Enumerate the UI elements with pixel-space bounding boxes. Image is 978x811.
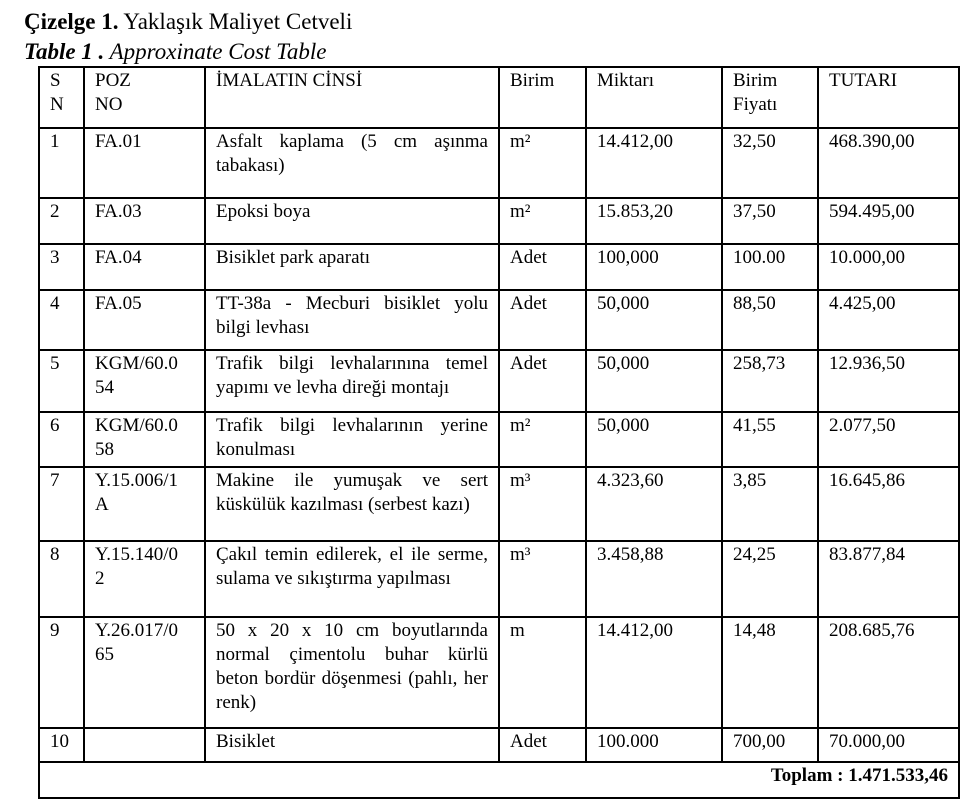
cell-poz-no <box>84 412 205 467</box>
poz-line: FA.04 <box>95 247 142 268</box>
cell-birim-fiyat: 41,55 <box>722 412 818 467</box>
cell-birim: m³ <box>499 467 586 541</box>
cell-description: Trafik bilgi levhalarınına temel yapımı ve levha direği montajı <box>205 350 499 412</box>
cell-miktar: 15.853,20 <box>586 198 722 244</box>
cell-birim: Adet <box>499 290 586 350</box>
poz-line: 54 <box>95 377 114 398</box>
cell-birim: m³ <box>499 541 586 617</box>
cell-description: Asfalt kaplama (5 cm aşınma tabakası) <box>205 128 499 198</box>
header-imalat-line: İMALATIN CİNSİ <box>216 70 363 91</box>
table-row <box>39 290 959 350</box>
header-poz-line: POZ <box>95 70 131 91</box>
cell-miktar: 50,000 <box>586 290 722 350</box>
table-caption-turkish <box>24 8 352 36</box>
poz-line: Y.26.017/0 <box>95 620 179 641</box>
poz-line: A <box>95 494 109 515</box>
cell-birim-fiyat: 88,50 <box>722 290 818 350</box>
poz-line: 2 <box>95 568 105 589</box>
cell-tutar: 594.495,00 <box>818 198 959 244</box>
cell-poz-no <box>84 290 205 350</box>
poz-line: Y.15.006/1 <box>95 470 179 491</box>
header-poz-line: NO <box>95 94 123 115</box>
cell-poz-no <box>84 244 205 290</box>
caption-label-en: Table 1 . <box>24 39 105 64</box>
cell-miktar: 100,000 <box>586 244 722 290</box>
cell-sn: 10 <box>39 728 84 762</box>
poz-line: KGM/60.0 <box>95 353 178 374</box>
cell-miktar: 100.000 <box>586 728 722 762</box>
table-row <box>39 244 959 290</box>
cell-poz-no <box>84 541 205 617</box>
cell-miktar: 4.323,60 <box>586 467 722 541</box>
header-birim <box>499 67 586 128</box>
poz-line: 58 <box>95 439 114 460</box>
cell-birim: Adet <box>499 244 586 290</box>
header-fiyat-line: Fiyatı <box>733 94 778 115</box>
table-row <box>39 128 959 198</box>
cell-description: Makine ile yumuşak ve sert küskülük kazılması (serbest kazı) <box>205 467 499 541</box>
cell-miktar: 14.412,00 <box>586 128 722 198</box>
cell-tutar: 208.685,76 <box>818 617 959 728</box>
cell-description: TT-38a - Mecburi bisiklet yolu bilgi levhası <box>205 290 499 350</box>
cell-miktar: 3.458,88 <box>586 541 722 617</box>
cell-poz-no <box>84 198 205 244</box>
caption-label-tr: Çizelge 1. <box>24 9 119 34</box>
cell-sn: 3 <box>39 244 84 290</box>
table-row <box>39 467 959 541</box>
header-imalatin-cinsi <box>205 67 499 128</box>
header-fiyat-line: Birim <box>733 70 778 91</box>
cell-birim: m² <box>499 128 586 198</box>
cell-birim: Adet <box>499 728 586 762</box>
cell-tutar: 4.425,00 <box>818 290 959 350</box>
cell-tutar: 16.645,86 <box>818 467 959 541</box>
cell-description: Epoksi boya <box>205 198 499 244</box>
cell-poz-no <box>84 128 205 198</box>
table-caption-english <box>24 38 326 66</box>
cell-tutar: 10.000,00 <box>818 244 959 290</box>
grand-total: Toplam : 1.471.533,46 <box>39 762 959 798</box>
header-birim-line: Birim <box>510 70 555 91</box>
cell-poz-no <box>84 350 205 412</box>
header-sn <box>39 67 84 128</box>
total-row <box>39 762 959 798</box>
cell-birim-fiyat: 32,50 <box>722 128 818 198</box>
cell-miktar: 50,000 <box>586 412 722 467</box>
caption-title-en: Approxinate Cost Table <box>104 39 327 64</box>
cell-birim-fiyat: 100.00 <box>722 244 818 290</box>
cell-birim-fiyat: 258,73 <box>722 350 818 412</box>
cell-poz-no <box>84 617 205 728</box>
header-miktar-line: Miktarı <box>597 70 654 91</box>
cell-birim: m² <box>499 198 586 244</box>
cell-birim-fiyat: 37,50 <box>722 198 818 244</box>
table-row <box>39 617 959 728</box>
cell-sn: 7 <box>39 467 84 541</box>
poz-line: Y.15.140/0 <box>95 544 179 565</box>
header-sn-line: N <box>50 94 64 115</box>
cell-birim: Adet <box>499 350 586 412</box>
poz-line: 65 <box>95 644 114 665</box>
caption-title-tr: Yaklaşık Maliyet Cetveli <box>118 9 353 34</box>
header-sn-line: S <box>50 70 61 91</box>
cell-miktar: 50,000 <box>586 350 722 412</box>
poz-line: FA.05 <box>95 293 142 314</box>
cost-table-body <box>39 67 959 798</box>
cell-tutar: 468.390,00 <box>818 128 959 198</box>
cell-sn: 8 <box>39 541 84 617</box>
cell-tutar: 2.077,50 <box>818 412 959 467</box>
cell-birim: m² <box>499 412 586 467</box>
cell-birim-fiyat: 24,25 <box>722 541 818 617</box>
header-row <box>39 67 959 128</box>
cell-birim: m <box>499 617 586 728</box>
header-poz-no <box>84 67 205 128</box>
cell-sn: 1 <box>39 128 84 198</box>
table-row <box>39 350 959 412</box>
cell-tutar: 83.877,84 <box>818 541 959 617</box>
cell-sn: 5 <box>39 350 84 412</box>
cell-description: Çakıl temin edilerek, el ile serme, sulama ve sıkıştırma yapılması <box>205 541 499 617</box>
cell-sn: 6 <box>39 412 84 467</box>
table-row <box>39 541 959 617</box>
header-birim-fiyati <box>722 67 818 128</box>
cell-description: Bisiklet <box>205 728 499 762</box>
cell-description: Trafik bilgi levhalarının yerine konulması <box>205 412 499 467</box>
table-row <box>39 198 959 244</box>
cell-poz-no <box>84 467 205 541</box>
cell-description: Bisiklet park aparatı <box>205 244 499 290</box>
table-row <box>39 412 959 467</box>
cell-sn: 2 <box>39 198 84 244</box>
table-row <box>39 728 959 762</box>
cell-miktar: 14.412,00 <box>586 617 722 728</box>
cell-poz-no <box>84 728 205 762</box>
poz-line: FA.01 <box>95 131 142 152</box>
header-miktari <box>586 67 722 128</box>
poz-line: KGM/60.0 <box>95 415 178 436</box>
cell-sn: 4 <box>39 290 84 350</box>
cell-birim-fiyat: 14,48 <box>722 617 818 728</box>
header-tutari <box>818 67 959 128</box>
cell-sn: 9 <box>39 617 84 728</box>
header-tutar-line: TUTARI <box>829 70 898 91</box>
poz-line: FA.03 <box>95 201 142 222</box>
cell-tutar: 12.936,50 <box>818 350 959 412</box>
cell-tutar: 70.000,00 <box>818 728 959 762</box>
cost-table <box>38 66 960 799</box>
cell-description: 50 x 20 x 10 cm boyutlarında normal çimentolu buhar kürlü beton bordür döşenmesi (pahlı, her renk) <box>205 617 499 728</box>
cell-birim-fiyat: 3,85 <box>722 467 818 541</box>
cell-birim-fiyat: 700,00 <box>722 728 818 762</box>
